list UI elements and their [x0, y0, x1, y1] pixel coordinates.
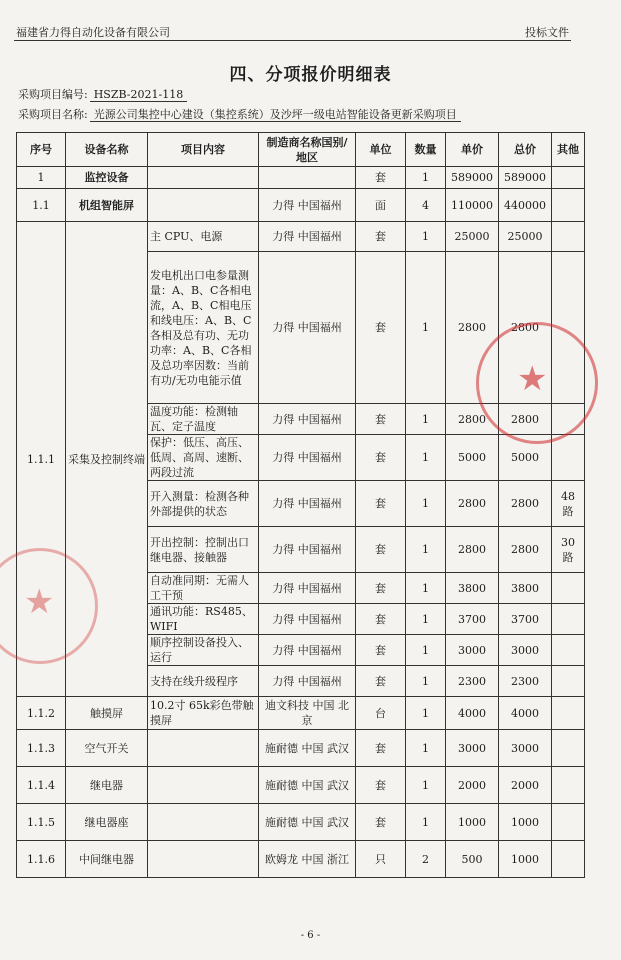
project-name-label: 采购项目名称: [18, 108, 88, 121]
cell-qty: 1 [406, 604, 446, 635]
col-header-name: 设备名称 [66, 133, 148, 167]
cell-unit: 套 [356, 767, 406, 804]
cell-qty: 1 [406, 527, 446, 573]
col-header-other: 其他 [552, 133, 585, 167]
cell-seq: 1 [17, 167, 66, 189]
cell-other [552, 697, 585, 730]
table-row [17, 167, 585, 189]
cell-price: 500 [446, 841, 499, 878]
col-header-price: 单价 [446, 133, 499, 167]
cell-content: 开出控制：控制出口继电器、接触器 [148, 527, 259, 573]
cell-qty: 1 [406, 804, 446, 841]
cell-name: 监控设备 [66, 167, 148, 189]
cell-content [148, 730, 259, 767]
cell-seq: 1.1.2 [17, 697, 66, 730]
table-row [17, 222, 585, 252]
cell-other [552, 841, 585, 878]
cell-content [148, 189, 259, 222]
cell-maker: 力得 中国福州 [259, 481, 356, 527]
cell-other: 48 路 [552, 481, 585, 527]
cell-other [552, 767, 585, 804]
cell-unit: 套 [356, 167, 406, 189]
cell-other [552, 222, 585, 252]
cell-maker: 欧姆龙 中国 浙江 [259, 841, 356, 878]
cell-unit: 套 [356, 222, 406, 252]
cell-seq: 1.1.4 [17, 767, 66, 804]
cell-price: 110000 [446, 189, 499, 222]
cell-unit: 面 [356, 189, 406, 222]
table-row [17, 767, 585, 804]
cell-maker: 施耐德 中国 武汉 [259, 767, 356, 804]
cell-other [552, 666, 585, 697]
cell-unit: 套 [356, 573, 406, 604]
cell-maker: 力得 中国福州 [259, 666, 356, 697]
cell-total: 5000 [499, 435, 552, 481]
cell-unit: 套 [356, 252, 406, 404]
cell-unit: 套 [356, 666, 406, 697]
cell-qty: 1 [406, 481, 446, 527]
cell-price: 4000 [446, 697, 499, 730]
cell-maker: 力得 中国福州 [259, 435, 356, 481]
cell-total: 2300 [499, 666, 552, 697]
col-header-qty: 数量 [406, 133, 446, 167]
cell-name: 机组智能屏 [66, 189, 148, 222]
cell-total: 25000 [499, 222, 552, 252]
cell-maker: 力得 中国福州 [259, 252, 356, 404]
cell-content [148, 167, 259, 189]
cell-total: 3000 [499, 635, 552, 666]
cell-qty: 1 [406, 222, 446, 252]
cell-qty: 1 [406, 435, 446, 481]
cell-price: 2000 [446, 767, 499, 804]
cell-price: 2800 [446, 252, 499, 404]
seal-star-icon: ★ [517, 359, 548, 399]
cell-unit: 套 [356, 435, 406, 481]
cell-name: 空气开关 [66, 730, 148, 767]
cell-content: 温度功能：检测轴瓦、定子温度 [148, 404, 259, 435]
cell-content: 开入测量：检测各种外部提供的状态 [148, 481, 259, 527]
cell-other [552, 167, 585, 189]
cell-price: 25000 [446, 222, 499, 252]
table-row [17, 841, 585, 878]
cell-maker: 力得 中国福州 [259, 189, 356, 222]
header-doc-type: 投标文件 [525, 26, 569, 39]
cell-content: 自动准同期：无需人工干预 [148, 573, 259, 604]
cell-other [552, 635, 585, 666]
cell-unit: 套 [356, 730, 406, 767]
cell-other [552, 189, 585, 222]
project-name-line [18, 106, 461, 122]
cell-price: 2800 [446, 404, 499, 435]
cell-price: 5000 [446, 435, 499, 481]
cell-other [552, 573, 585, 604]
cell-maker: 力得 中国福州 [259, 404, 356, 435]
cell-qty: 1 [406, 635, 446, 666]
cell-other [552, 804, 585, 841]
cell-other: 30 路 [552, 527, 585, 573]
cell-seq: 1.1.3 [17, 730, 66, 767]
cell-qty: 1 [406, 767, 446, 804]
cell-name: 触摸屏 [66, 697, 148, 730]
cell-other [552, 604, 585, 635]
cell-name: 中间继电器 [66, 841, 148, 878]
cell-total: 2800 [499, 252, 552, 404]
page-title: 四、分项报价明细表 [229, 65, 392, 85]
cell-content: 顺序控制设备投入、运行 [148, 635, 259, 666]
cell-content [148, 767, 259, 804]
cell-content: 支持在线升级程序 [148, 666, 259, 697]
cell-maker: 迪文科技 中国 北京 [259, 697, 356, 730]
cell-maker: 力得 中国福州 [259, 573, 356, 604]
cell-unit: 套 [356, 804, 406, 841]
cell-content: 10.2寸 65k彩色带触摸屏 [148, 697, 259, 730]
cell-qty: 1 [406, 573, 446, 604]
table-row [17, 189, 585, 222]
header-divider [14, 40, 571, 41]
page-number: - 6 - [300, 930, 321, 941]
cell-qty: 1 [406, 730, 446, 767]
cell-seq: 1.1 [17, 189, 66, 222]
cell-total: 2000 [499, 767, 552, 804]
header-company: 福建省力得自动化设备有限公司 [16, 26, 170, 39]
cell-maker [259, 167, 356, 189]
cell-price: 3700 [446, 604, 499, 635]
project-number: HSZB-2021-118 [90, 88, 187, 102]
cell-seq: 1.1.1 [17, 222, 66, 697]
cell-total: 1000 [499, 804, 552, 841]
cell-total: 440000 [499, 189, 552, 222]
table-row [17, 804, 585, 841]
cell-qty: 1 [406, 697, 446, 730]
cell-total: 3800 [499, 573, 552, 604]
cell-total: 2800 [499, 404, 552, 435]
cell-unit: 套 [356, 481, 406, 527]
seal-star-icon: ★ [24, 582, 55, 622]
cell-total: 2800 [499, 481, 552, 527]
project-number-label: 采购项目编号: [18, 88, 88, 101]
col-header-seq: 序号 [17, 133, 66, 167]
cell-price: 1000 [446, 804, 499, 841]
cell-name: 继电器 [66, 767, 148, 804]
cell-unit: 台 [356, 697, 406, 730]
cell-qty: 4 [406, 189, 446, 222]
cell-unit: 套 [356, 527, 406, 573]
cell-maker: 力得 中国福州 [259, 635, 356, 666]
cell-content: 发电机出口电参量测量：A、B、C各相电流，A、B、C相电压和线电压：A、B、C各相及总有功、无功功率：A、B、C各相及总功率因数：当前有功/无功电能示值 [148, 252, 259, 404]
cell-total: 1000 [499, 841, 552, 878]
cell-content: 保护：低压、高压、低周、高周、速断、两段过流 [148, 435, 259, 481]
cell-price: 3800 [446, 573, 499, 604]
cell-content: 通讯功能：RS485、WIFI [148, 604, 259, 635]
cell-unit: 套 [356, 635, 406, 666]
cell-name: 继电器座 [66, 804, 148, 841]
cell-unit: 只 [356, 841, 406, 878]
cell-price: 2800 [446, 481, 499, 527]
cell-content [148, 841, 259, 878]
table-row [17, 697, 585, 730]
cell-price: 2800 [446, 527, 499, 573]
cell-qty: 1 [406, 252, 446, 404]
cell-maker: 力得 中国福州 [259, 222, 356, 252]
cell-maker: 施耐德 中国 武汉 [259, 804, 356, 841]
cell-name: 采集及控制终端 [66, 222, 148, 697]
col-header-total: 总价 [499, 133, 552, 167]
table-row [17, 730, 585, 767]
cell-qty: 2 [406, 841, 446, 878]
col-header-content: 项目内容 [148, 133, 259, 167]
cell-unit: 套 [356, 604, 406, 635]
price-detail-table [16, 132, 585, 878]
cell-total: 589000 [499, 167, 552, 189]
cell-maker: 施耐德 中国 武汉 [259, 730, 356, 767]
col-header-unit: 单位 [356, 133, 406, 167]
cell-price: 2300 [446, 666, 499, 697]
table-header-row [17, 133, 585, 167]
cell-content [148, 804, 259, 841]
cell-total: 4000 [499, 697, 552, 730]
cell-total: 3000 [499, 730, 552, 767]
project-name: 光源公司集控中心建设（集控系统）及沙坪一级电站智能设备更新采购项目 [90, 108, 461, 122]
cell-qty: 1 [406, 167, 446, 189]
cell-price: 3000 [446, 730, 499, 767]
cell-seq: 1.1.5 [17, 804, 66, 841]
cell-total: 2800 [499, 527, 552, 573]
cell-price: 589000 [446, 167, 499, 189]
cell-total: 3700 [499, 604, 552, 635]
cell-qty: 1 [406, 404, 446, 435]
cell-seq: 1.1.6 [17, 841, 66, 878]
cell-maker: 力得 中国福州 [259, 527, 356, 573]
cell-price: 3000 [446, 635, 499, 666]
project-number-line [18, 86, 187, 102]
cell-unit: 套 [356, 404, 406, 435]
cell-other [552, 435, 585, 481]
col-header-maker: 制造商名称国别/地区 [259, 133, 356, 167]
cell-other [552, 730, 585, 767]
cell-qty: 1 [406, 666, 446, 697]
cell-maker: 力得 中国福州 [259, 604, 356, 635]
cell-content: 主 CPU、电源 [148, 222, 259, 252]
